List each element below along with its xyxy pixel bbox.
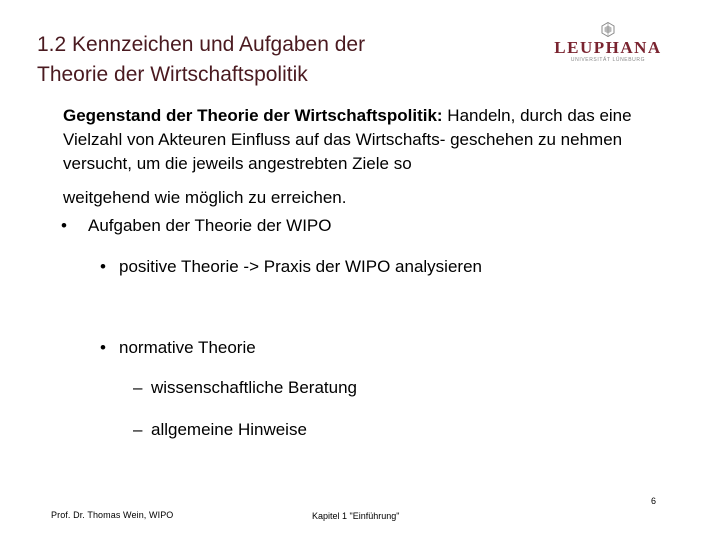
bullet-text: allgemeine Hinweise bbox=[151, 420, 307, 439]
intro-paragraph bbox=[63, 104, 688, 210]
bullet-normative-theory bbox=[100, 337, 256, 359]
subbullet-scientific-advice bbox=[133, 377, 357, 399]
leuphana-logo-icon bbox=[601, 22, 615, 37]
bullet-marker: • bbox=[100, 338, 106, 357]
bullet-marker: • bbox=[100, 257, 106, 276]
page-number: 6 bbox=[651, 496, 657, 506]
dash-marker: – bbox=[133, 420, 143, 439]
bullet-text: wissenschaftliche Beratung bbox=[151, 378, 358, 397]
slide-title-line-2: Theorie der Wirtschaftspolitik bbox=[37, 63, 308, 86]
footer-author: Prof. Dr. Thomas Wein, WIPO bbox=[51, 510, 174, 520]
intro-last-line: weitgehend wie möglich zu erreichen. bbox=[63, 188, 347, 207]
subbullet-general-notes bbox=[133, 419, 307, 441]
bullet-text: normative Theorie bbox=[119, 338, 256, 357]
slide-title bbox=[37, 30, 497, 90]
dash-marker: – bbox=[133, 378, 143, 397]
intro-term: Gegenstand der Theorie der Wirtschaftspolitik: bbox=[63, 106, 443, 125]
bullet-tasks bbox=[61, 215, 332, 237]
bullet-marker: • bbox=[61, 216, 67, 235]
slide-title-line-1: 1.2 Kennzeichen und Aufgaben der bbox=[37, 33, 366, 56]
bullet-text: positive Theorie -> Praxis der WIPO analysieren bbox=[119, 257, 482, 276]
logo-wordmark: LEUPHANA bbox=[554, 38, 662, 57]
logo-tagline: UNIVERSITÄT LÜNEBURG bbox=[570, 57, 646, 63]
bullet-positive-theory bbox=[100, 256, 482, 278]
bullet-text: Aufgaben der Theorie der WIPO bbox=[88, 216, 332, 235]
footer-chapter: Kapitel 1 "Einführung" bbox=[312, 511, 400, 521]
intro-definition: Handeln, durch das eine Vielzahl von Akteuren Einfluss auf das Wirtschafts- geschehen zu nehmen versucht, um die jeweils angestrebten Ziele so bbox=[63, 106, 632, 173]
leuphana-logo bbox=[548, 22, 668, 64]
